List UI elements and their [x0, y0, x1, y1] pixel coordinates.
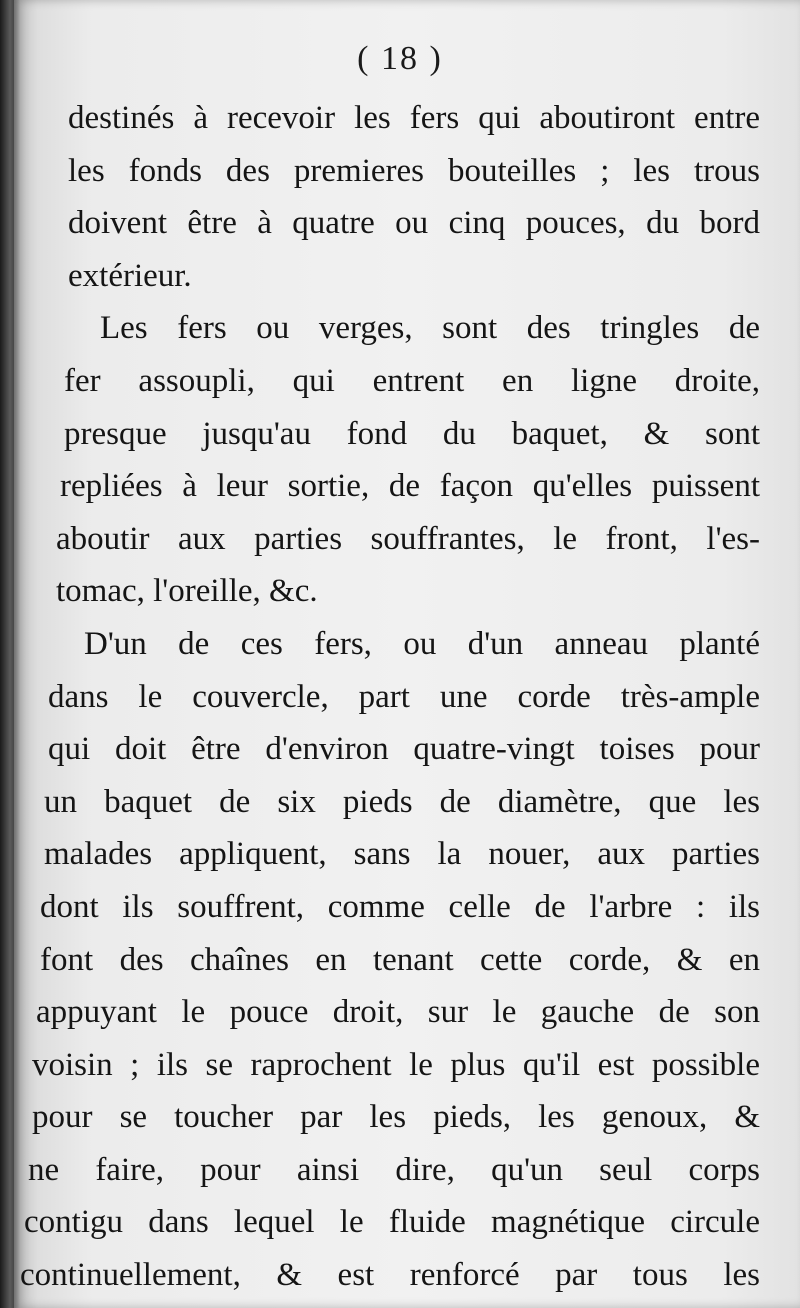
text-line: un baquet de six pieds de diamètre, que les: [44, 783, 760, 820]
text-line: repliées à leur sortie, de façon qu'elles puissent: [60, 468, 760, 505]
page-text-block: [20, 92, 760, 1302]
text-line: dans le couvercle, part une corde très-ample: [48, 678, 760, 715]
text-line: fer assoupli, qui entrent en ligne droite,: [64, 362, 760, 399]
text-line: font des chaînes en tenant cette corde, & en: [40, 941, 760, 978]
text-line: destinés à recevoir les fers qui aboutiront entre: [68, 100, 760, 136]
text-line: aboutir aux parties souffrantes, le front, l'es-: [56, 520, 760, 557]
text-line: D'un de ces fers, ou d'un anneau planté: [84, 625, 760, 662]
text-line: appuyant le pouce droit, sur le gauche de son: [36, 994, 760, 1031]
text-line: ne faire, pour ainsi dire, qu'un seul corps: [28, 1151, 760, 1188]
text-line: doivent être à quatre ou cinq pouces, du bord: [68, 205, 760, 242]
text-line: qui doit être d'environ quatre-vingt toises pour: [48, 731, 760, 768]
text-line: extérieur.: [68, 257, 192, 294]
text-line: pour se toucher par les pieds, les genoux, &: [32, 1099, 760, 1136]
page-gutter-shadow: [0, 0, 20, 1308]
page-number: ( 18 ): [357, 40, 443, 77]
text-line: contigu dans lequel le fluide magnétique circule: [24, 1204, 760, 1241]
text-line: continuellement, & est renforcé par tous les: [20, 1257, 760, 1294]
text-line: dont ils souffrent, comme celle de l'arbre : ils: [40, 888, 760, 925]
text-line: malades appliquent, sans la nouer, aux parties: [44, 836, 760, 873]
text-line: tomac, l'oreille, &c.: [56, 573, 318, 610]
text-line: les fonds des premieres bouteilles ; les trous: [68, 152, 760, 189]
text-line: voisin ; ils se raprochent le plus qu'il est possible: [32, 1046, 760, 1083]
text-line: Les fers ou verges, sont des tringles de: [100, 310, 760, 347]
text-line: presque jusqu'au fond du baquet, & sont: [64, 415, 760, 452]
